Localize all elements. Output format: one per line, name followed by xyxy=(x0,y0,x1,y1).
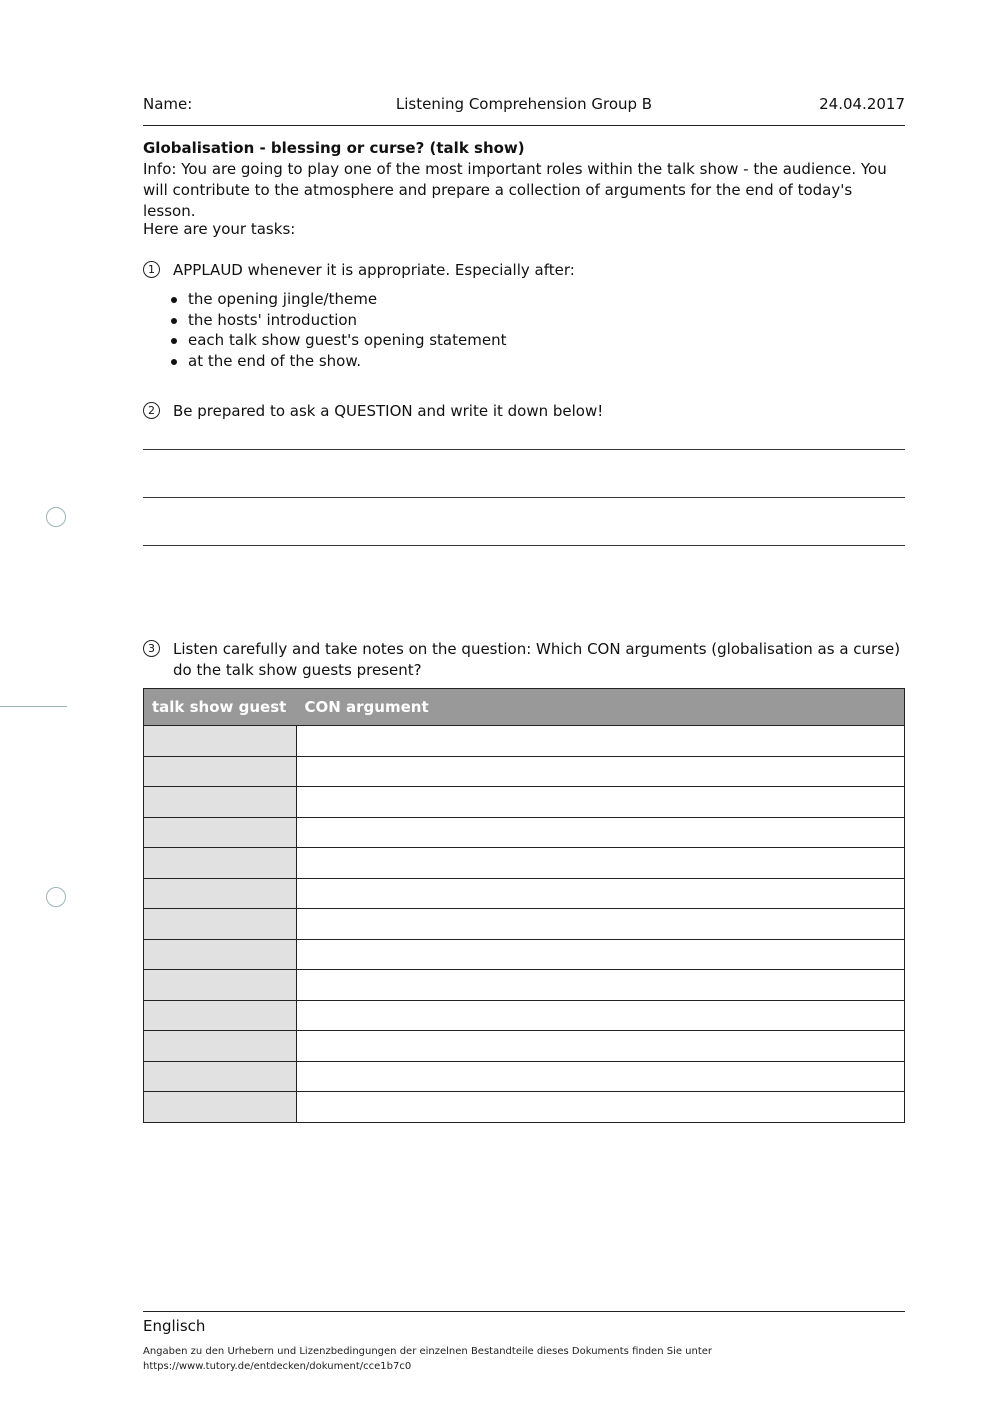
argument-cell[interactable] xyxy=(297,756,905,787)
argument-cell[interactable] xyxy=(297,817,905,848)
task-number-2: 2 xyxy=(143,402,160,419)
table-row xyxy=(144,1061,905,1092)
column-header-argument: CON argument xyxy=(297,689,905,726)
guest-cell[interactable] xyxy=(144,1092,297,1123)
argument-cell[interactable] xyxy=(297,848,905,879)
task-number-1: 1 xyxy=(143,261,160,278)
notes-table-body xyxy=(144,726,905,1123)
guest-cell[interactable] xyxy=(144,909,297,940)
document-title: Globalisation - blessing or curse? (talk show) xyxy=(143,139,525,157)
question-write-line-1[interactable] xyxy=(143,449,905,450)
argument-cell[interactable] xyxy=(297,970,905,1001)
question-write-line-2[interactable] xyxy=(143,497,905,498)
argument-cell[interactable] xyxy=(297,787,905,818)
table-row xyxy=(144,817,905,848)
footer-subject: Englisch xyxy=(143,1317,206,1335)
guest-cell[interactable] xyxy=(144,1031,297,1062)
license-url[interactable]: https://www.tutory.de/entdecken/dokument/cce1b7c0 xyxy=(143,1361,412,1372)
table-row xyxy=(144,909,905,940)
license-text: Angaben zu den Urhebern und Lizenzbedingungen der einzelnen Bestandteile dieses Dokuments finden Sie unter xyxy=(143,1346,713,1357)
footer-divider xyxy=(143,1311,905,1312)
table-row xyxy=(144,1092,905,1123)
info-text: Info: You are going to play one of the most important roles within the talk show - the audience. You will contribute to the atmosphere and prepare a collection of arguments for the end of today's lesson. xyxy=(143,160,887,220)
guest-cell[interactable] xyxy=(144,939,297,970)
table-row xyxy=(144,787,905,818)
guest-cell[interactable] xyxy=(144,1000,297,1031)
task-number-3: 3 xyxy=(143,640,160,657)
fold-mark xyxy=(0,706,67,707)
punch-hole-top xyxy=(46,507,66,527)
tasks-intro: Here are your tasks: xyxy=(143,220,296,238)
guest-cell[interactable] xyxy=(144,878,297,909)
list-item: each talk show guest's opening statement xyxy=(168,330,930,351)
applaud-list xyxy=(168,289,930,371)
list-item: at the end of the show. xyxy=(168,351,930,372)
column-header-guest: talk show guest xyxy=(144,689,297,726)
argument-cell[interactable] xyxy=(297,878,905,909)
header-title: Listening Comprehension Group B xyxy=(395,95,653,113)
name-label: Name: xyxy=(143,95,193,113)
guest-cell[interactable] xyxy=(144,1061,297,1092)
table-row xyxy=(144,1031,905,1062)
table-row xyxy=(144,878,905,909)
argument-cell[interactable] xyxy=(297,1061,905,1092)
guest-cell[interactable] xyxy=(144,756,297,787)
argument-cell[interactable] xyxy=(297,726,905,757)
list-item: the hosts' introduction xyxy=(168,310,930,331)
argument-cell[interactable] xyxy=(297,939,905,970)
table-row xyxy=(144,756,905,787)
notes-table xyxy=(143,688,905,1123)
argument-cell[interactable] xyxy=(297,1000,905,1031)
footer-license xyxy=(143,1344,712,1374)
guest-cell[interactable] xyxy=(144,817,297,848)
argument-cell[interactable] xyxy=(297,909,905,940)
task-text-1: APPLAUD whenever it is appropriate. Especially after: xyxy=(173,261,575,279)
argument-cell[interactable] xyxy=(297,1092,905,1123)
table-row xyxy=(144,848,905,879)
task-text-3: Listen carefully and take notes on the question: Which CON arguments (globalisation as a curse) do the talk show guests present? xyxy=(173,640,901,679)
task-text-2: Be prepared to ask a QUESTION and write it down below! xyxy=(173,402,604,420)
guest-cell[interactable] xyxy=(144,848,297,879)
argument-cell[interactable] xyxy=(297,1031,905,1062)
guest-cell[interactable] xyxy=(144,726,297,757)
table-row xyxy=(144,726,905,757)
table-row xyxy=(144,970,905,1001)
table-row xyxy=(144,939,905,970)
guest-cell[interactable] xyxy=(144,787,297,818)
table-row xyxy=(144,1000,905,1031)
header-date: 24.04.2017 xyxy=(819,95,905,113)
punch-hole-bottom xyxy=(46,887,66,907)
table-header-row xyxy=(144,689,905,726)
guest-cell[interactable] xyxy=(144,970,297,1001)
page-header xyxy=(143,95,905,126)
question-write-line-3[interactable] xyxy=(143,545,905,546)
list-item: the opening jingle/theme xyxy=(168,289,930,310)
